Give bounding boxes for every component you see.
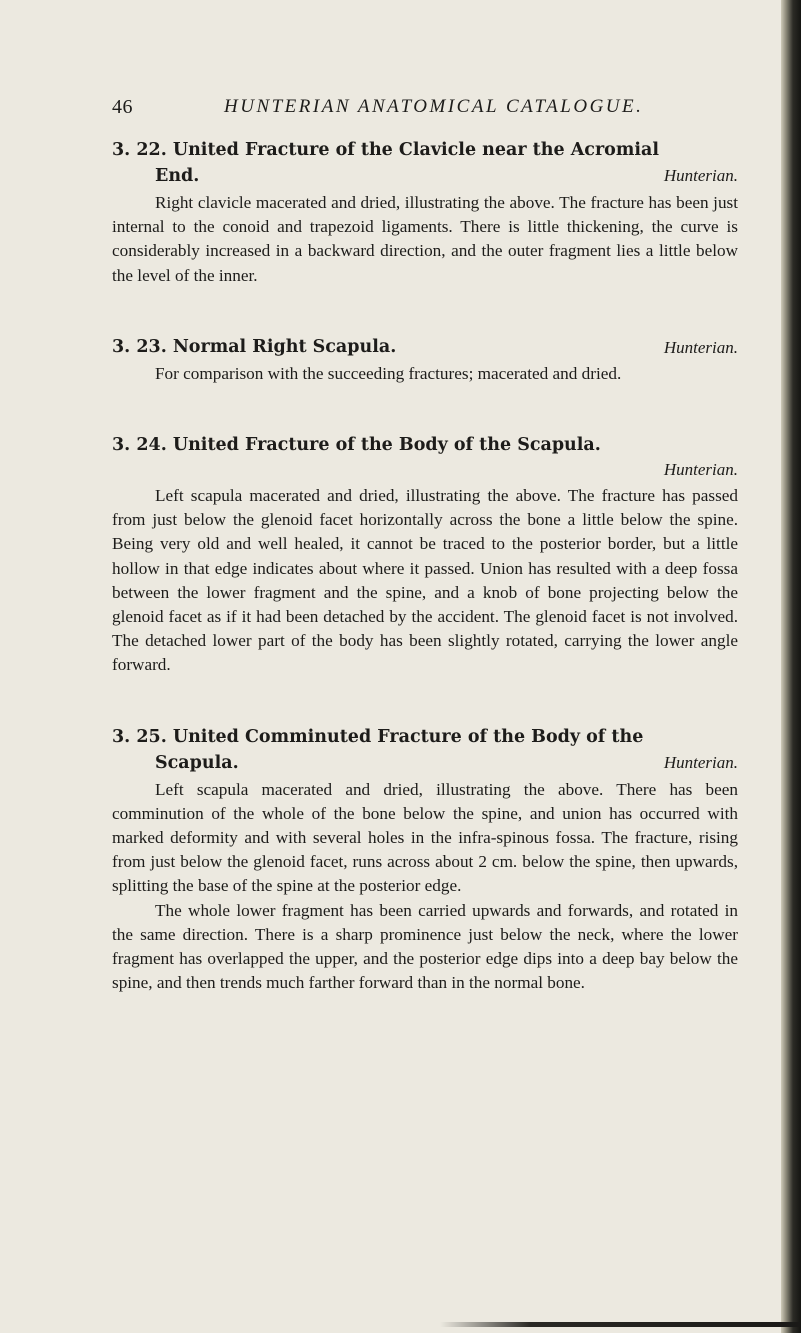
- catalogue-entry-3-24: [112, 433, 738, 678]
- catalogue-entry-3-25: [112, 725, 738, 996]
- entry-number: 3. 24.: [112, 435, 167, 456]
- entry-description: Right clavicle macerated and dried, illustrating the above. The fracture has been just internal to the conoid and trapezoid ligaments. There is little thickening, the curve is considerably increased in a backward direction, and the outer fragment lies a little below the level of the inner.: [112, 193, 738, 285]
- entry-number: 3. 22.: [112, 140, 167, 160]
- catalogue-entry-3-22: [112, 138, 738, 288]
- entry-heading: [112, 138, 738, 163]
- entry-credit: Hunterian.: [663, 337, 738, 357]
- page-number: 46: [112, 96, 133, 118]
- entry-description-continued: The whole lower fragment has been carried upwards and forwards, and rotated in the same direction. There is a sharp prominence just below the neck, where the lower fragment has overlapped the upper, and the posterior edge dips into a deep bay below the spine, and then trends much farther forward than in the normal bone.: [112, 900, 738, 993]
- entry-heading-line2: [112, 163, 738, 189]
- entry-heading-line2: [112, 750, 738, 776]
- entry-credit: Hunterian.: [663, 752, 738, 772]
- catalogue-entry-3-23: [112, 335, 738, 386]
- entry-title-line1: United Fracture of the Clavicle near the Acromial: [172, 140, 659, 160]
- entry-number: 3. 25.: [112, 726, 167, 747]
- page-content: [112, 138, 738, 1042]
- entry-description: Left scapula macerated and dried, illustrating the above. There has been comminution of the whole of the bone below the spine, and union has occurred with marked deformity and with several holes in the infra-spinous fossa. The fracture, rising from just below the glenoid facet, runs across about 2 cm. below the spine, then upwards, splitting the base of the spine at the posterior edge.: [112, 779, 738, 896]
- page-header: [112, 96, 738, 122]
- entry-number: 3. 23.: [112, 336, 167, 357]
- entry-description: For comparison with the succeeding fractures; macerated and dried.: [155, 363, 622, 383]
- entry-title-line1: United Comminuted Fracture of the Body of the: [172, 726, 644, 747]
- entry-heading: [112, 725, 738, 750]
- entry-title: Normal Right Scapula.: [172, 336, 397, 357]
- entry-heading: [112, 433, 738, 458]
- page-bottom-shadow: [440, 1322, 800, 1327]
- running-head: HUNTERIAN ANATOMICAL CATALOGUE.: [224, 96, 644, 117]
- entry-description: Left scapula macerated and dried, illustrating the above. The fracture has passed from just below the glenoid facet horizontally across the bone a little below the spine. Being very old and well healed, it cannot be traced to the posterior border, but a little hollow in that edge indicates about where it passed. Union has resulted with a deep fossa between the lower fragment and the spine, and a knob of bone projecting below the glenoid facet as if it had been detached by the accident. The glenoid facet is not involved. The detached lower part of the body has been slightly rotated, carrying the lower angle forward.: [112, 486, 738, 675]
- entry-credit: Hunterian.: [663, 166, 738, 185]
- entry-title-line2: End.: [155, 166, 200, 186]
- entry-title: United Fracture of the Body of the Scapula.: [172, 435, 601, 456]
- entry-title-line2: Scapula.: [155, 752, 239, 773]
- entry-heading: [112, 335, 738, 360]
- book-binding-edge: [781, 0, 801, 1333]
- entry-credit: Hunterian.: [663, 460, 738, 480]
